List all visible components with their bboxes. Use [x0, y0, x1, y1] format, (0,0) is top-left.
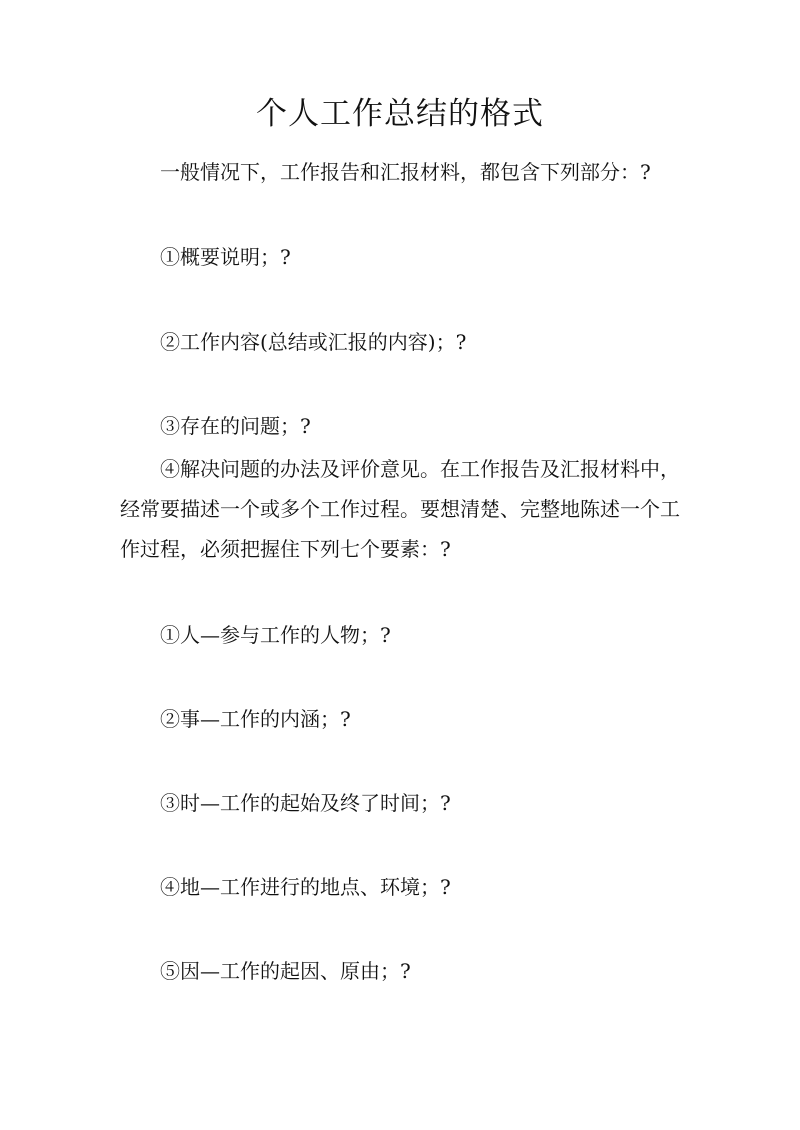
- list-item-work-content: ②工作内容(总结或汇报的内容)；?: [160, 330, 467, 354]
- document-title: 个人工作总结的格式: [256, 96, 544, 132]
- element-event: ②事—工作的内涵；?: [160, 707, 351, 731]
- paragraph-intro: 一般情况下，工作报告和汇报材料，都包含下列部分：?: [160, 160, 651, 184]
- list-item-problems: ③存在的问题；?: [160, 414, 311, 438]
- element-place: ④地—工作进行的地点、环境；?: [160, 875, 451, 899]
- list-item-overview: ①概要说明；?: [160, 245, 291, 269]
- element-person: ①人—参与工作的人物；?: [160, 623, 391, 647]
- element-cause: ⑤因—工作的起因、原由；?: [160, 959, 411, 983]
- list-item-solutions: ④解决问题的办法及评价意见。在工作报告及汇报材料中，经常要描述一个或多个工作过程。要想清楚、完整地陈述一个工作过程，必须把握住下列七个要素：?: [120, 457, 680, 561]
- element-time: ③时—工作的起始及终了时间；?: [160, 791, 451, 815]
